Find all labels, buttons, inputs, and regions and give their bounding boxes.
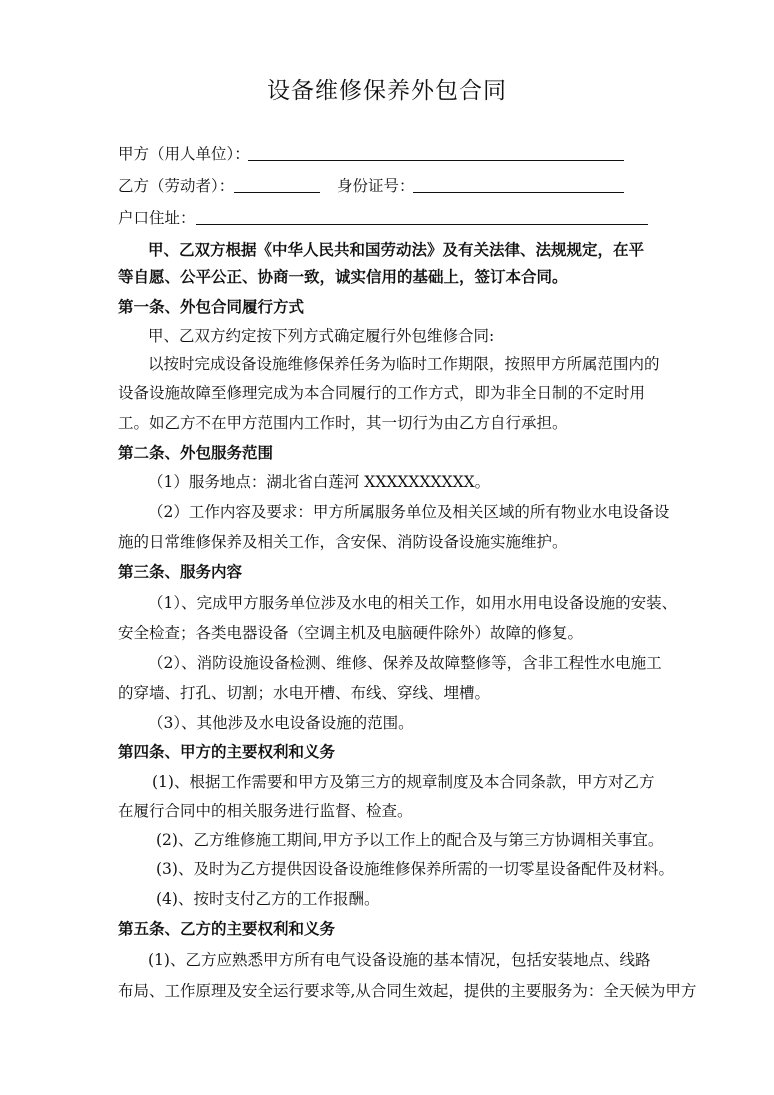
section-3-line: （3）、其他涉及水电设备设施的范围。 bbox=[148, 714, 414, 732]
intro-line-2: 等自愿、公平公正、协商一致，诚实信用的基础上，签订本合同。 bbox=[118, 267, 568, 286]
section-1-line: 工。如乙方不在甲方范围内工作时，其一切行为由乙方自行承担。 bbox=[118, 414, 568, 432]
section-4-line: 在履行合同中的相关服务进行监督、检查。 bbox=[118, 802, 413, 820]
document-title: 设备维修保养外包合同 bbox=[267, 78, 507, 104]
party-a-label: 甲方（用人单位）： bbox=[118, 145, 250, 163]
section-2-line: 施的日常维修保养及相关工作，含安保、消防设备设施实施维护。 bbox=[118, 533, 568, 551]
section-2-heading: 第二条、外包服务范围 bbox=[118, 443, 274, 462]
section-1-heading: 第一条、外包合同履行方式 bbox=[118, 297, 305, 316]
section-3-heading: 第三条、服务内容 bbox=[118, 562, 243, 581]
section-2-line: （1）服务地点：湖北省白莲河 XXXXXXXXXX。 bbox=[148, 473, 491, 491]
section-1-line: 以按时完成设备设施维修保养任务为临时工作期限，按照甲方所属范围内的 bbox=[148, 355, 660, 373]
section-1-line: 甲、乙双方约定按下列方式确定履行外包维修合同: bbox=[148, 327, 495, 345]
section-3-line: （1）、完成甲方服务单位涉及水电的相关工作，如用水用电设备设施的安装、 bbox=[148, 594, 678, 612]
party-b-label: 乙方（劳动者）： bbox=[118, 177, 235, 195]
intro-line-1: 甲、乙双方根据《中华人民共和国劳动法》及有关法律、法规规定，在平 bbox=[148, 240, 645, 259]
section-2-line: （2）工作内容及要求：甲方所属服务单位及相关区域的所有物业水电设备设 bbox=[148, 503, 670, 521]
section-1-line: 设备设施故障至修理完成为本合同履行的工作方式，即为非全日制的不定时用 bbox=[118, 384, 646, 402]
section-4-line: (2)、乙方维修施工期间,甲方予以工作上的配合及与第三方协调相关事宜。 bbox=[156, 831, 664, 849]
section-4-heading: 第四条、甲方的主要权利和义务 bbox=[118, 742, 336, 761]
section-4-line: (1)、根据工作需要和甲方及第三方的规章制度及本合同条款，甲方对乙方 bbox=[152, 773, 655, 791]
id-number-label: 身份证号： bbox=[337, 177, 415, 195]
party-a-blank[interactable] bbox=[248, 160, 624, 161]
address-label: 户口住址： bbox=[118, 209, 196, 227]
section-3-line: 安全检查；各类电器设备（空调主机及电脑硬件除外）故障的修复。 bbox=[118, 624, 584, 642]
section-3-line: （2）、消防设施设备检测、维修、保养及故障整修等，含非工程性水电施工 bbox=[148, 654, 662, 672]
section-3-line: 的穿墙、打孔、切割；水电开槽、布线、穿线、埋槽。 bbox=[118, 684, 491, 702]
party-b-blank[interactable] bbox=[234, 192, 320, 193]
section-4-line: (3)、及时为乙方提供因设备设施维修保养所需的一切零星设备配件及材料。 bbox=[156, 860, 674, 878]
section-5-heading: 第五条、乙方的主要权利和义务 bbox=[118, 919, 336, 938]
section-5-line: (1)、乙方应熟悉甲方所有电气设备设施的基本情况，包括安装地点、线路 bbox=[148, 951, 651, 969]
id-number-blank[interactable] bbox=[413, 192, 624, 193]
section-5-line: 布局、工作原理及安全运行要求等,从合同生效起，提供的主要服务为：全天候为甲方 bbox=[118, 982, 697, 1000]
section-4-line: (4)、按时支付乙方的工作报酬。 bbox=[156, 890, 380, 908]
address-blank[interactable] bbox=[196, 224, 648, 225]
